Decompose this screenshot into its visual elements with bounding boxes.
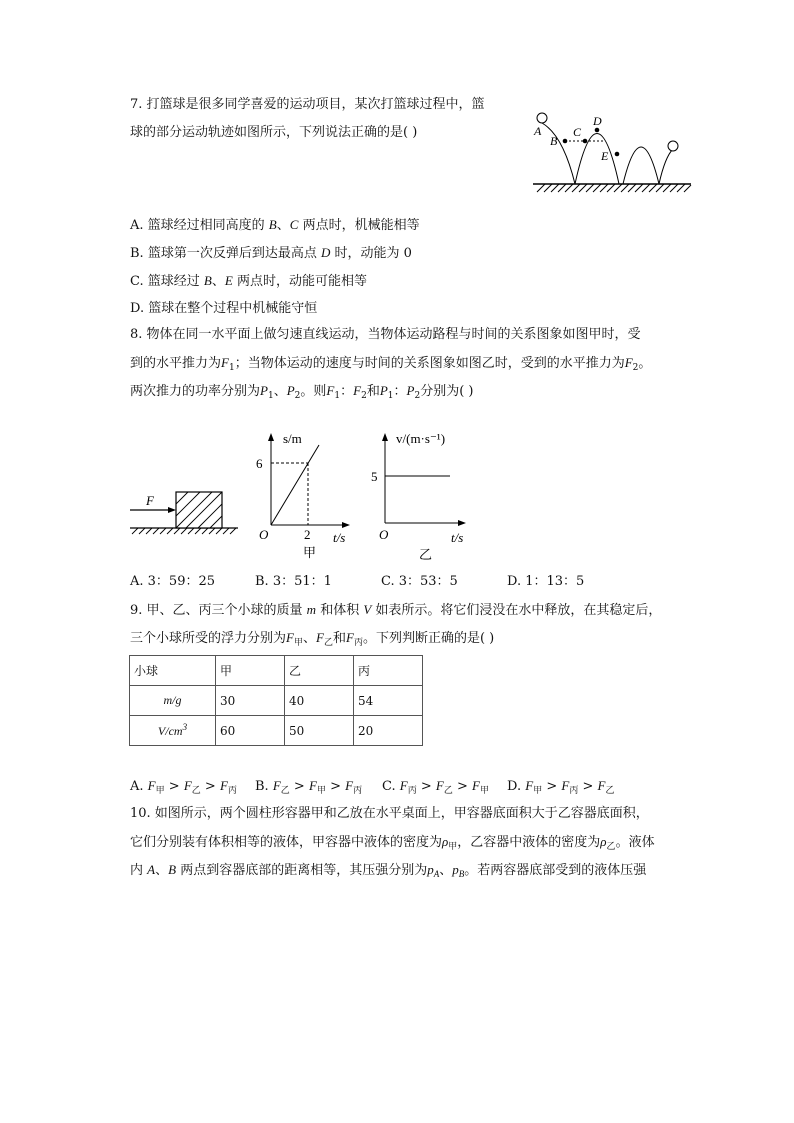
- jia-y-tick: 6: [256, 456, 263, 471]
- jia-origin: O: [259, 527, 269, 542]
- q9-ball-table: [129, 655, 423, 746]
- jia-y-axis-label: s/m: [283, 431, 302, 446]
- q8-option-c: C. 3：53：5: [381, 574, 458, 589]
- table-row-label: m/g: [130, 686, 216, 716]
- table-cell: 54: [354, 686, 423, 716]
- yi-origin: O: [379, 527, 389, 542]
- table-header-row: [130, 656, 423, 686]
- q9-option-a: A. $F_甲 > F_乙 > F_丙$: [130, 778, 237, 796]
- q9-stem-line1: 9. 甲、乙、丙三个小球的质量 m 和体积 V 如表所示。将它们浸没在水中释放，在其稳定后，: [130, 602, 662, 618]
- q8-stem-line2: 到的水平推力为$F_1$；当物体运动的速度与时间的关系图象如图乙时，受到的水平推力为$F_2$。: [130, 355, 652, 373]
- graph-jia: [256, 431, 350, 560]
- q7-option-d: D. 篮球在整个过程中机械能守恒: [130, 301, 318, 316]
- table-row: [130, 716, 423, 746]
- q10-stem-line1: 10. 如图所示，两个圆柱形容器甲和乙放在水平桌面上，甲容器底面积大于乙容器底面积，: [130, 806, 649, 821]
- table-header-cell: 丙: [354, 656, 423, 686]
- q7-option-c: C. 篮球经过 B、E 两点时，动能可能相等: [130, 273, 367, 289]
- q9-stem-line2: 三个小球所受的浮力分别为$F_甲$、$F_乙$和$F_丙$。下列判断正确的是( ): [130, 630, 495, 648]
- q7-stem-line2: 球的部分运动轨迹如图所示，下列说法正确的是( ): [130, 125, 418, 140]
- q10-stem-line3: 内 A、B 两点到容器底部的距离相等，其压强分别为$p_A$、$p_B$。若两容器底部受到的液体压强: [130, 862, 647, 879]
- q7-stem-line1: 7. 打篮球是很多同学喜爱的运动项目，某次打篮球过程中，篮: [130, 97, 485, 112]
- table-cell: 20: [354, 716, 423, 746]
- force-label: F: [146, 493, 154, 508]
- q8-option-d: D. 1：13：5: [507, 574, 585, 589]
- q7-option-a: A. 篮球经过相同高度的 B、C 两点时，机械能相等: [130, 217, 420, 233]
- jia-caption: 甲: [303, 545, 317, 560]
- q8-stem-line1: 8. 物体在同一水平面上做匀速直线运动，当物体运动路程与时间的关系图象如图甲时，受: [130, 327, 641, 342]
- q7-option-b: B. 篮球第一次反弹后到达最高点 D 时，动能为 0: [130, 245, 412, 261]
- yi-y-axis-label: v/(m·s⁻¹): [396, 431, 446, 446]
- table-row-label: $V/cm^3$: [130, 716, 216, 746]
- jia-x-tick: 2: [304, 527, 311, 542]
- q8-figure: [128, 425, 478, 565]
- q8-option-b: B. 3：51：1: [255, 574, 332, 589]
- table-cell: 50: [285, 716, 354, 746]
- table-cell: 60: [216, 716, 285, 746]
- table-cell: 30: [216, 686, 285, 716]
- table-header-cell: 甲: [216, 656, 285, 686]
- q10-stem-line2: 它们分别装有体积相等的液体，甲容器中液体的密度为$\rho_甲$，乙容器中液体的密度为$\rho_乙$。液体: [130, 834, 655, 852]
- q9-option-b: B. $F_乙 > F_甲 > F_丙$: [255, 778, 363, 796]
- q8-option-a: A. 3：59：25: [130, 574, 216, 589]
- table-row: [130, 686, 423, 716]
- jia-x-axis-label: t/s: [333, 530, 346, 545]
- table-header-cell: 乙: [285, 656, 354, 686]
- table-header-cell: 小球: [130, 656, 216, 686]
- table-cell: 40: [285, 686, 354, 716]
- q9-option-d: D. $F_甲 > F_丙 > F_乙$: [507, 778, 615, 796]
- q8-stem-line3: 两次推力的功率分别为$P_1$、$P_2$。则$F_1$：$F_2$和$P_1$：$P_2$分别为( ): [130, 383, 474, 401]
- graph-yi: [371, 431, 466, 562]
- label-B: B: [550, 134, 558, 148]
- yi-y-tick: 5: [371, 469, 378, 484]
- pushed-block: [130, 492, 238, 534]
- label-E: E: [601, 149, 609, 163]
- label-D: D: [593, 114, 602, 128]
- label-C: C: [573, 125, 582, 139]
- q7-basketball-figure: [525, 105, 700, 200]
- yi-x-axis-label: t/s: [451, 530, 464, 545]
- label-A: A: [534, 124, 542, 138]
- q9-option-c: C. $F_丙 > F_乙 > F_甲$: [382, 778, 490, 796]
- yi-caption: 乙: [419, 547, 433, 562]
